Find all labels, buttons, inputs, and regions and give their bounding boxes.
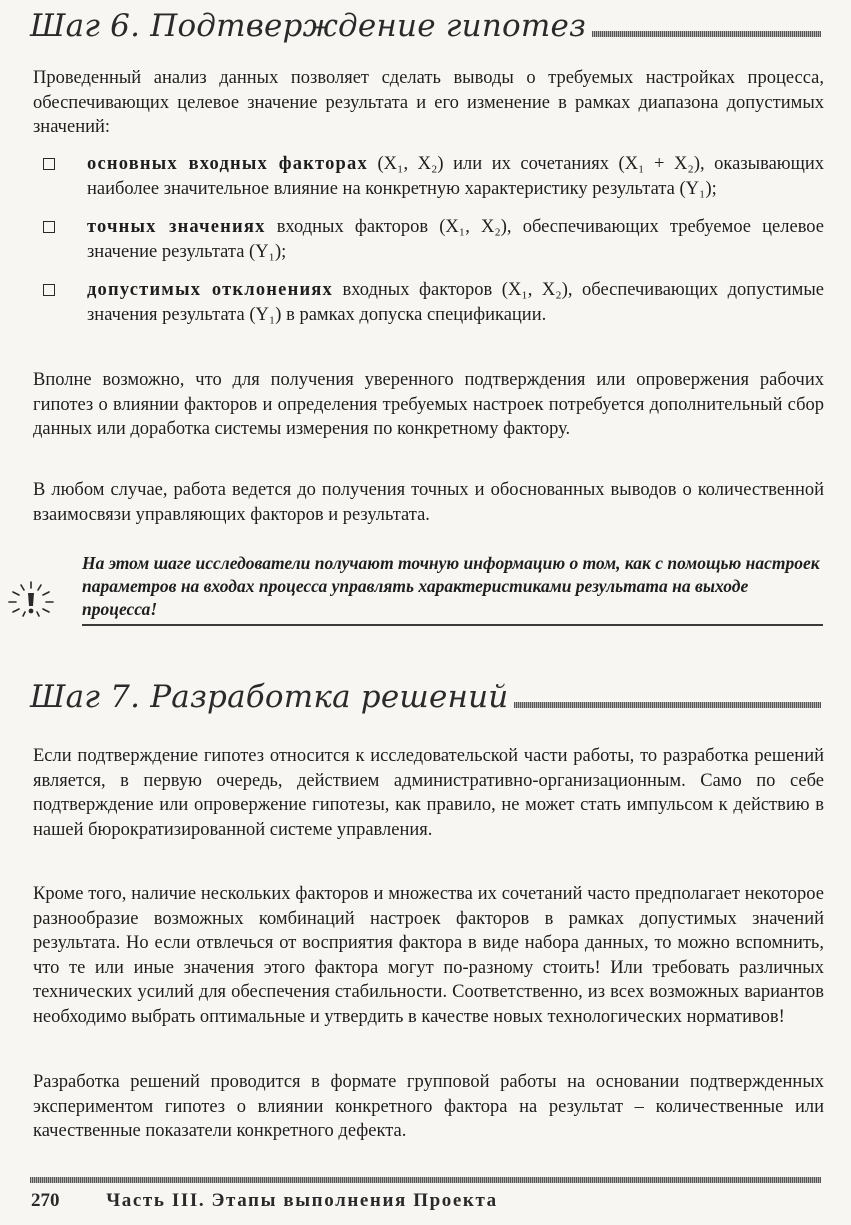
bullet-term: допустимых отклонениях [87,280,333,300]
footer-rule [30,1177,821,1183]
bullet-item [33,278,824,327]
step6-paragraph-3: В любом случае, работа ведется до получения точных и обоснованных выводов о количественной взаимосвязи управляющих факторов и результата. [33,480,824,525]
checkbox-bullet-icon [43,221,55,233]
part-title: Часть III. Этапы выполнения Проекта [106,1190,498,1211]
checkbox-bullet-icon [43,158,55,170]
checkbox-bullet-icon [43,284,55,296]
page-number: 270 [31,1190,60,1211]
step7-paragraph-2: Кроме того, наличие нескольких факторов и множества их сочетаний часто предполагает некоторое разнообразие возможных комбинаций настроек факторов в рамках допустимых значений результата. Но если отвлечься от восприятия фактора в виде набора данных, то можно вспомнить, что те или иные значения этого фактора могут по-разному стоить! Или требовать различных технических усилий для обеспечения стабильности. Соответственно, из всех возможных вариантов необходимо выбрать оптимальные и утвердить в качестве новых технологических нормативов! [33,884,824,1027]
bullet-rest: входных факторов (X₁, X₂), обеспечивающих допустимые значения результата (Y₁) в рамках допуска спецификации. [87,280,824,325]
step7-paragraph-3: Разработка решений проводится в формате групповой работы на основании подтвержденных экспериментом гипотез о влиянии конкретного фактора на результат – количественные или качественные показатели конкретного дефекта. [33,1072,824,1141]
step6-intro: Проведенный анализ данных позволяет сделать выводы о требуемых настройках процесса, обеспечивающих целевое значение результата и его изменение в рамках диапазона допустимых значений: [33,68,824,137]
step6-title: Шаг 6. Подтверждение гипотез [30,8,587,44]
bullet-item [33,152,824,201]
page-footer [31,1190,498,1212]
key-insight-note: На этом шаге исследователи получают точную информацию о том, как с помощью настроек параметров на входах процесса управлять характеристиками результата на выходе процесса! [82,553,820,619]
step6-paragraph-2: Вполне возможно, что для получения уверенного подтверждения или опровержения рабочих гипотез о влиянии факторов и определения требуемых настроек потребуется дополнительный сбор данных или доработка системы измерения по конкретному фактору. [33,370,824,439]
bullet-term: точных значениях [87,217,266,237]
bullet-term: основных входных факторах [87,154,368,174]
step7-title: Шаг 7. Разработка решений [30,679,509,715]
step7-paragraph-1: Если подтверждение гипотез относится к исследовательской части работы, то разработка решений является, в первую очередь, действием административно-организационным. Само по себе подтверждение или опровержение гипотезы, как правило, не может стать импульсом к действию в нашей бюрократизированной системе управления. [33,746,824,840]
bullet-item [33,215,824,264]
step7-heading-rule [514,702,821,708]
bullet-rest: (X₁, X₂) или их сочетаниях (X₁ + X₂), оказывающих наиболее значительное влияние на конкретную характеристику результата (Y₁); [87,154,825,199]
lightbulb-idea-icon [4,578,58,622]
step6-heading [30,8,821,44]
step6-heading-rule [592,31,821,37]
step7-heading [30,679,821,715]
note-underline [82,624,823,626]
bullet-rest: входных факторов (X₁, X₂), обеспечивающих требуемое целевое значение результата (Y₁); [87,217,824,262]
step6-bullet-list [33,152,824,341]
